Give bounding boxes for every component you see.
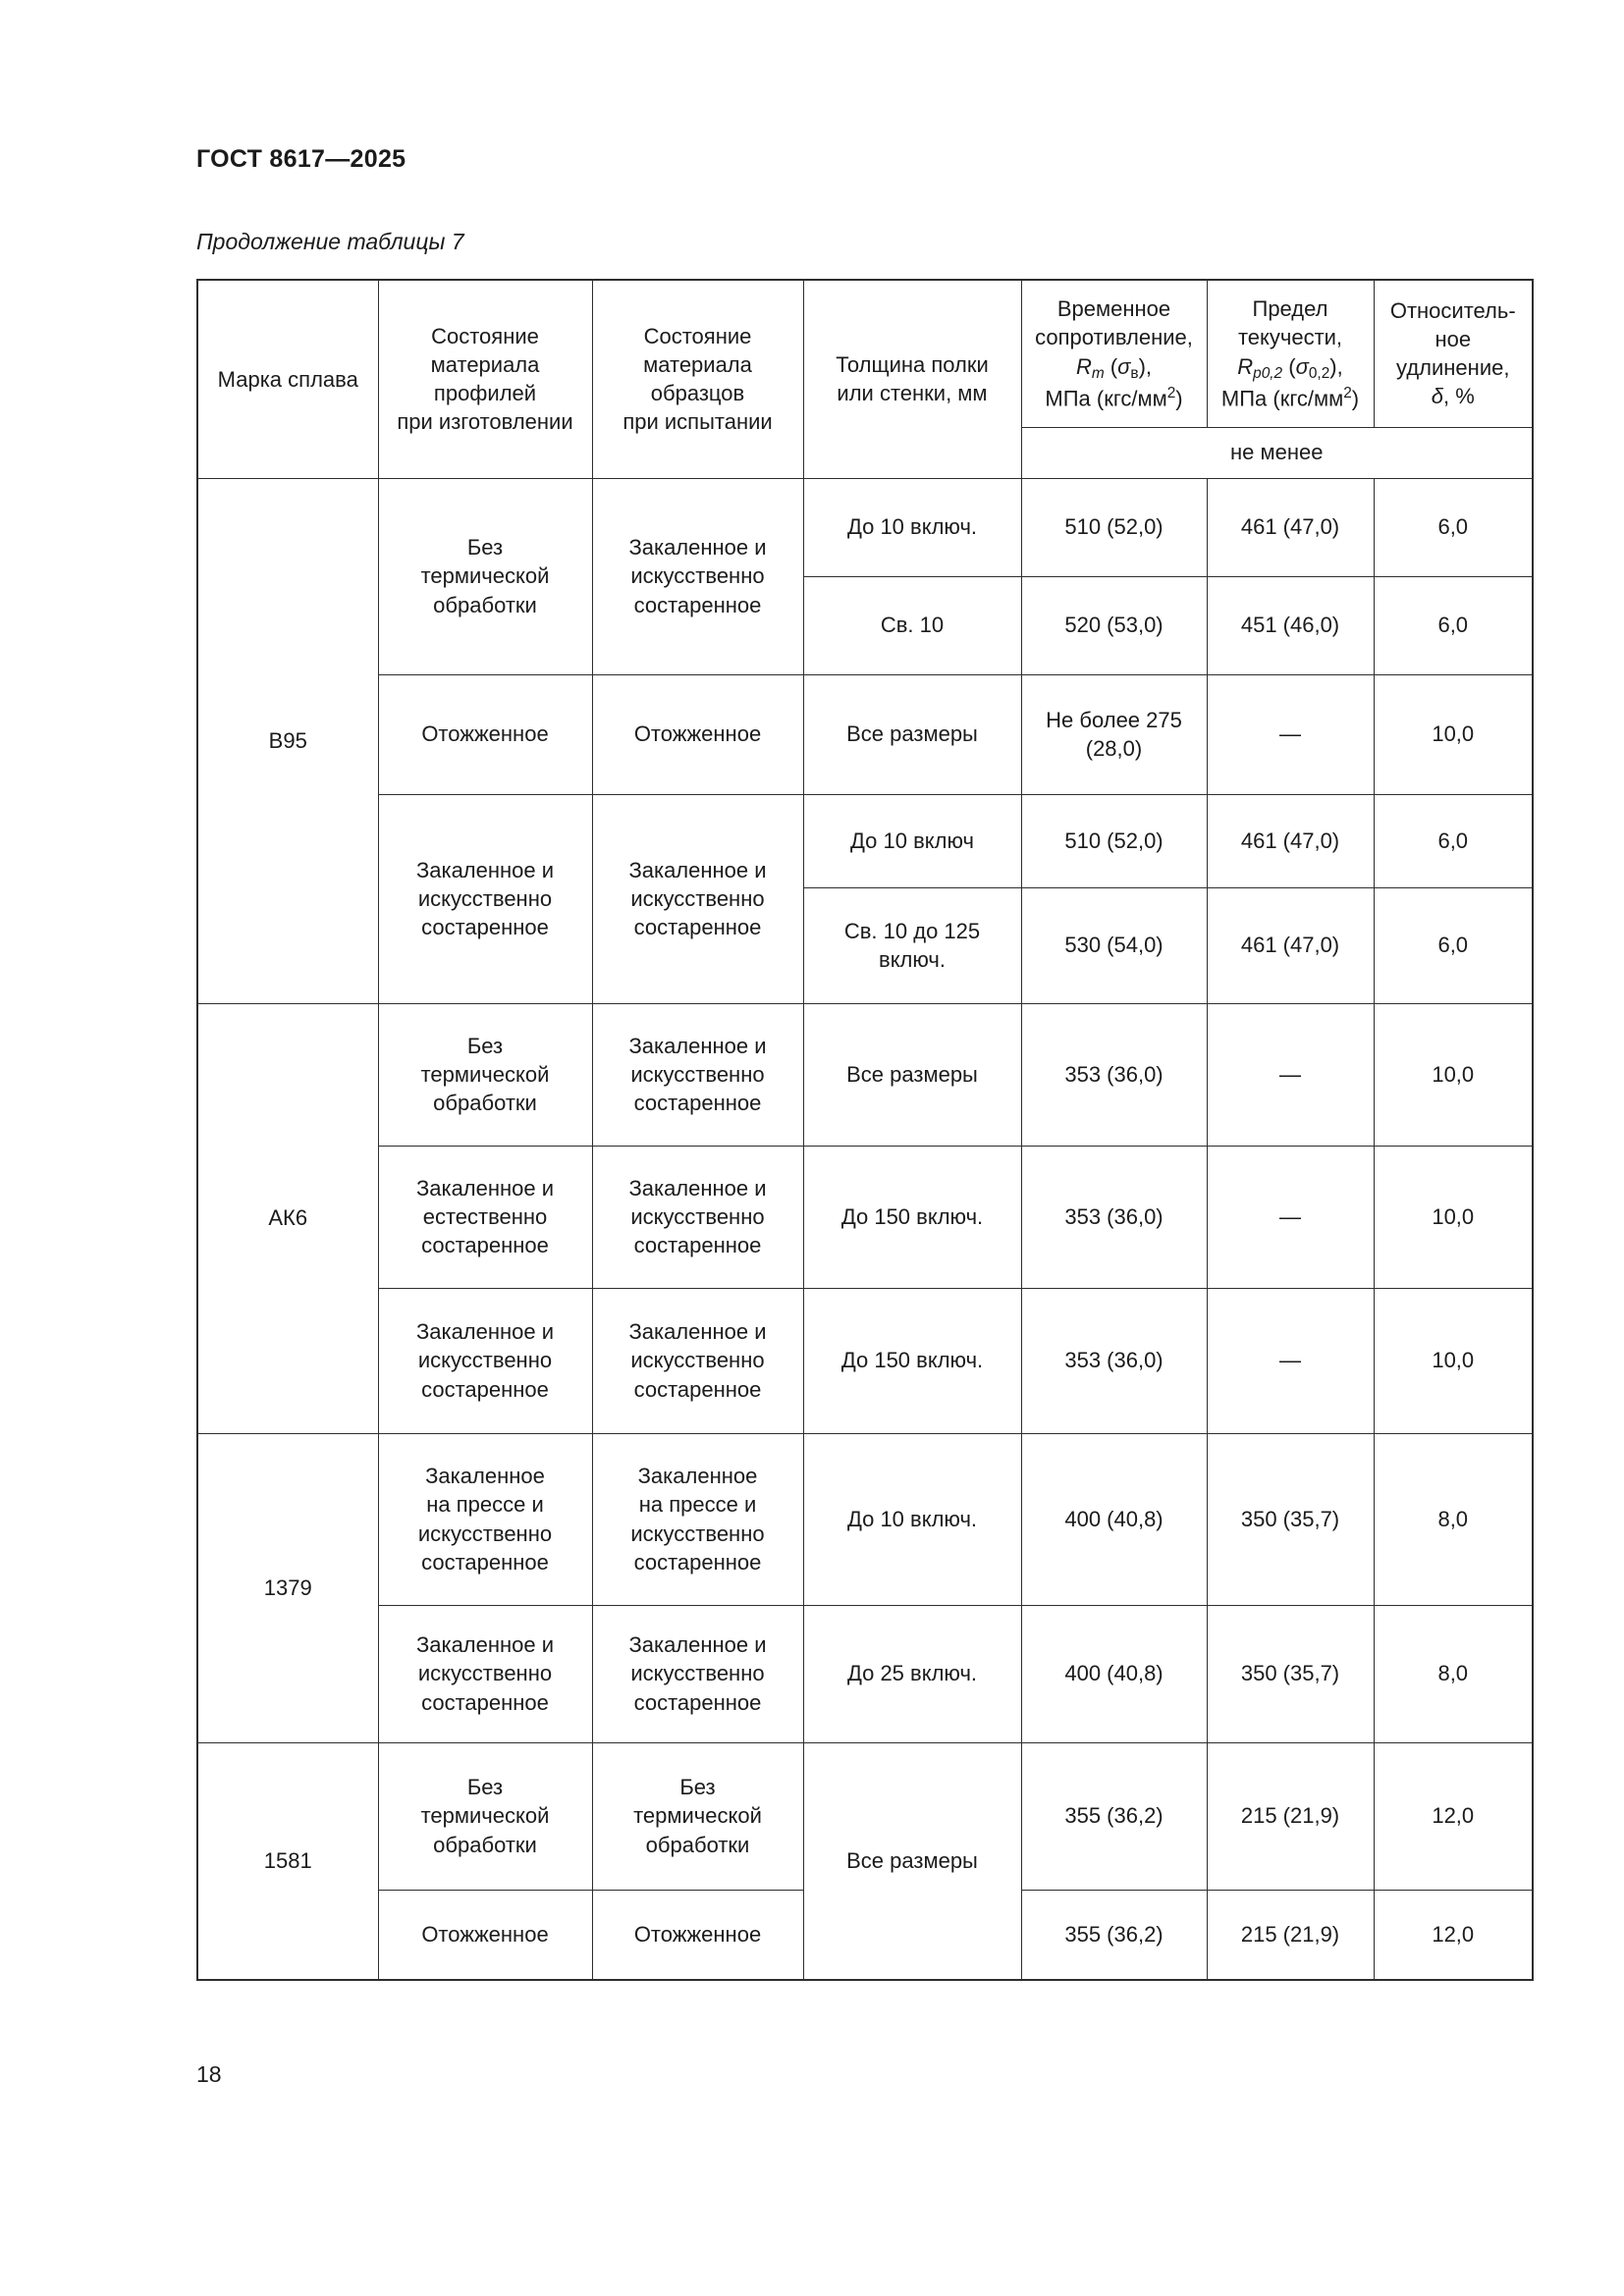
col-header-elongation: Относитель- ное удлинение, δ, % (1374, 280, 1533, 427)
thickness-cell: Св. 10 (803, 576, 1021, 674)
table-row (197, 674, 1533, 794)
header-row (197, 280, 1533, 427)
col-header-thickness: Толщина полки или стенки, мм (803, 280, 1021, 478)
doc-title: ГОСТ 8617—2025 (196, 145, 406, 173)
thickness-cell: Все размеры (803, 1742, 1021, 1980)
col-header-profile-state: Состояние материала профилей при изготовлении (378, 280, 592, 478)
yield-value-cell: 461 (47,0) (1207, 794, 1374, 887)
tensile-value-cell: 355 (36,2) (1021, 1742, 1207, 1890)
table-row (197, 794, 1533, 887)
profile-state-cell: Отожженное (378, 674, 592, 794)
tensile-value-cell: 400 (40,8) (1021, 1433, 1207, 1605)
elongation-value-cell: 10,0 (1374, 1003, 1533, 1146)
tensile-value-cell: 353 (36,0) (1021, 1146, 1207, 1288)
yield-value-cell: — (1207, 674, 1374, 794)
col-header-alloy-grade: Марка сплава (197, 280, 378, 478)
alloy-grade-cell: 1581 (197, 1742, 378, 1980)
profile-state-cell: Без термической обработки (378, 1003, 592, 1146)
tensile-value-cell: Не более 275 (28,0) (1021, 674, 1207, 794)
specimen-state-cell: Закаленное и искусственно состаренное (592, 1288, 803, 1433)
profile-state-cell: Без термической обработки (378, 478, 592, 674)
profile-state-cell: Закаленное и искусственно состаренное (378, 794, 592, 1003)
specimen-state-cell: Отожженное (592, 674, 803, 794)
table-row (197, 478, 1533, 576)
yield-formula: $R_{p0,2}$ $(\sigma_{0,2})$, (1237, 353, 1343, 382)
tensile-formula: $R_m$ $(\sigma_в)$, (1075, 353, 1153, 382)
elongation-value-cell: 10,0 (1374, 674, 1533, 794)
subheader-not-less: не менее (1021, 427, 1533, 478)
profile-state-cell: Закаленное на прессе и искусственно состаренное (378, 1433, 592, 1605)
tensile-value-cell: 355 (36,2) (1021, 1890, 1207, 1980)
elongation-value-cell: 10,0 (1374, 1146, 1533, 1288)
tensile-units: МПа $(кгс/мм^2)$ (1045, 384, 1183, 411)
elongation-value-cell: 12,0 (1374, 1742, 1533, 1890)
specimen-state-cell: Закаленное и искусственно состаренное (592, 794, 803, 1003)
yield-value-cell: — (1207, 1003, 1374, 1146)
specimen-state-cell: Без термической обработки (592, 1742, 803, 1890)
specimen-state-cell: Закаленное на прессе и искусственно состаренное (592, 1433, 803, 1605)
page-number: 18 (196, 2061, 222, 2087)
specimen-state-cell: Закаленное и искусственно состаренное (592, 1146, 803, 1288)
tensile-value-cell: 510 (52,0) (1021, 794, 1207, 887)
table-row (197, 1003, 1533, 1146)
thickness-cell: До 10 включ (803, 794, 1021, 887)
thickness-cell: Все размеры (803, 674, 1021, 794)
tensile-value-cell: 520 (53,0) (1021, 576, 1207, 674)
thickness-cell: До 150 включ. (803, 1288, 1021, 1433)
thickness-cell: До 150 включ. (803, 1146, 1021, 1288)
tensile-value-cell: 510 (52,0) (1021, 478, 1207, 576)
elongation-value-cell: 6,0 (1374, 576, 1533, 674)
yield-value-cell: — (1207, 1146, 1374, 1288)
yield-value-cell: — (1207, 1288, 1374, 1433)
yield-value-cell: 350 (35,7) (1207, 1605, 1374, 1742)
thickness-cell: До 10 включ. (803, 478, 1021, 576)
table-row (197, 1146, 1533, 1288)
profile-state-cell: Закаленное и искусственно состаренное (378, 1288, 592, 1433)
thickness-cell: Св. 10 до 125 включ. (803, 887, 1021, 1003)
yield-value-cell: 215 (21,9) (1207, 1890, 1374, 1980)
yield-value-cell: 461 (47,0) (1207, 887, 1374, 1003)
alloy-grade-cell: АК6 (197, 1003, 378, 1433)
tensile-value-cell: 400 (40,8) (1021, 1605, 1207, 1742)
specimen-state-cell: Закаленное и искусственно состаренное (592, 1605, 803, 1742)
tensile-value-cell: 530 (54,0) (1021, 887, 1207, 1003)
specimen-state-cell: Закаленное и искусственно состаренное (592, 478, 803, 674)
profile-state-cell: Закаленное и искусственно состаренное (378, 1605, 592, 1742)
yield-value-cell: 215 (21,9) (1207, 1742, 1374, 1890)
alloy-grade-cell: В95 (197, 478, 378, 1003)
elongation-value-cell: 8,0 (1374, 1433, 1533, 1605)
tensile-value-cell: 353 (36,0) (1021, 1003, 1207, 1146)
thickness-cell: Все размеры (803, 1003, 1021, 1146)
table-row (197, 1288, 1533, 1433)
yield-value-cell: 461 (47,0) (1207, 478, 1374, 576)
table-row (197, 1742, 1533, 1890)
yield-value-cell: 451 (46,0) (1207, 576, 1374, 674)
mechanical-properties-table (196, 279, 1534, 1981)
profile-state-cell: Отожженное (378, 1890, 592, 1980)
col-header-specimen-state: Состояние материала образцов при испытании (592, 280, 803, 478)
elongation-value-cell: 6,0 (1374, 478, 1533, 576)
elongation-value-cell: 12,0 (1374, 1890, 1533, 1980)
elongation-value-cell: 6,0 (1374, 887, 1533, 1003)
yield-units: МПа $(кгс/мм^2)$ (1220, 384, 1360, 411)
elongation-symbol: δ, % (1431, 384, 1475, 409)
thickness-cell: До 25 включ. (803, 1605, 1021, 1742)
yield-value-cell: 350 (35,7) (1207, 1433, 1374, 1605)
elongation-value-cell: 8,0 (1374, 1605, 1533, 1742)
profile-state-cell: Без термической обработки (378, 1742, 592, 1890)
table-row (197, 1605, 1533, 1742)
alloy-grade-cell: 1379 (197, 1433, 378, 1742)
col-header-tensile-strength: Временное сопротивление, $R_m$ $(\sigma_в)$, МПа $(кгс/мм^2)$ (1021, 280, 1207, 427)
specimen-state-cell: Закаленное и искусственно состаренное (592, 1003, 803, 1146)
tensile-value-cell: 353 (36,0) (1021, 1288, 1207, 1433)
profile-state-cell: Закаленное и естественно состаренное (378, 1146, 592, 1288)
specimen-state-cell: Отожженное (592, 1890, 803, 1980)
elongation-value-cell: 6,0 (1374, 794, 1533, 887)
thickness-cell: До 10 включ. (803, 1433, 1021, 1605)
table-caption: Продолжение таблицы 7 (196, 229, 464, 254)
table-row (197, 1433, 1533, 1605)
elongation-value-cell: 10,0 (1374, 1288, 1533, 1433)
col-header-yield-strength: Предел текучести, $R_{p0,2}$ $(\sigma_{0,2})$, МПа $(кгс/мм^2)$ (1207, 280, 1374, 427)
